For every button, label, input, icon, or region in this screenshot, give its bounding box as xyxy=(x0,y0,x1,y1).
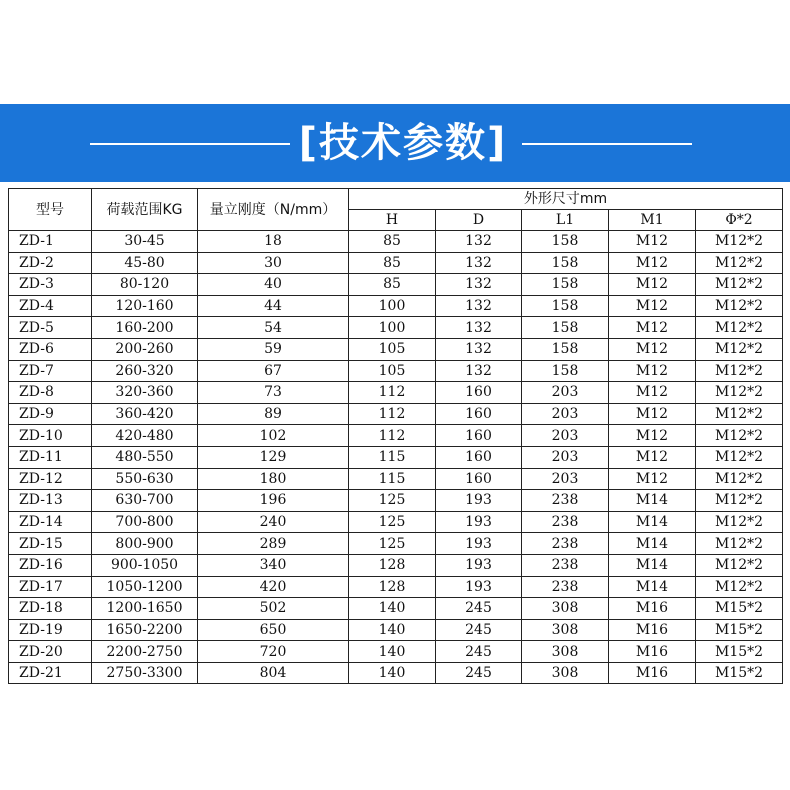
cell-stiffness: 44 xyxy=(198,295,349,317)
cell-dim-h: 140 xyxy=(349,662,436,684)
cell-dim-phi: M12*2 xyxy=(696,338,783,360)
cell-dim-d: 132 xyxy=(436,295,522,317)
cell-load-range: 1050-1200 xyxy=(92,576,198,598)
cell-dim-phi: M12*2 xyxy=(696,231,783,253)
cell-dim-m1: M12 xyxy=(609,231,696,253)
table-row xyxy=(9,641,783,663)
cell-load-range: 2750-3300 xyxy=(92,662,198,684)
cell-model: ZD-10 xyxy=(9,425,92,447)
cell-load-range: 320-360 xyxy=(92,382,198,404)
cell-dim-h: 112 xyxy=(349,425,436,447)
cell-dim-phi: M12*2 xyxy=(696,403,783,425)
banner-divider-right xyxy=(522,143,692,145)
cell-load-range: 1650-2200 xyxy=(92,619,198,641)
cell-dim-m1: M12 xyxy=(609,403,696,425)
table-row xyxy=(9,533,783,555)
cell-stiffness: 196 xyxy=(198,490,349,512)
cell-model: ZD-18 xyxy=(9,598,92,620)
cell-dim-h: 125 xyxy=(349,533,436,555)
cell-dim-l1: 238 xyxy=(522,490,609,512)
cell-model: ZD-15 xyxy=(9,533,92,555)
cell-dim-phi: M15*2 xyxy=(696,641,783,663)
header-dim-h: H xyxy=(349,210,436,231)
cell-dim-phi: M12*2 xyxy=(696,446,783,468)
cell-dim-d: 193 xyxy=(436,554,522,576)
header-stiffness: 量立刚度（N/mm） xyxy=(198,189,349,231)
cell-dim-d: 193 xyxy=(436,511,522,533)
cell-dim-l1: 238 xyxy=(522,533,609,555)
cell-dim-d: 245 xyxy=(436,619,522,641)
table-row xyxy=(9,274,783,296)
cell-model: ZD-2 xyxy=(9,252,92,274)
cell-dim-phi: M12*2 xyxy=(696,425,783,447)
cell-dim-phi: M12*2 xyxy=(696,576,783,598)
header-load-range: 荷载范围KG xyxy=(92,189,198,231)
cell-load-range: 900-1050 xyxy=(92,554,198,576)
header-dim-m1: M1 xyxy=(609,210,696,231)
cell-dim-m1: M14 xyxy=(609,490,696,512)
cell-stiffness: 59 xyxy=(198,338,349,360)
cell-dim-h: 140 xyxy=(349,598,436,620)
cell-load-range: 200-260 xyxy=(92,338,198,360)
cell-dim-m1: M14 xyxy=(609,554,696,576)
cell-dim-d: 245 xyxy=(436,598,522,620)
cell-dim-h: 85 xyxy=(349,231,436,253)
cell-dim-l1: 238 xyxy=(522,511,609,533)
cell-dim-h: 140 xyxy=(349,619,436,641)
table-row xyxy=(9,252,783,274)
cell-dim-l1: 158 xyxy=(522,295,609,317)
table-row xyxy=(9,490,783,512)
cell-load-range: 80-120 xyxy=(92,274,198,296)
cell-dim-m1: M12 xyxy=(609,274,696,296)
cell-dim-h: 115 xyxy=(349,468,436,490)
cell-dim-phi: M12*2 xyxy=(696,382,783,404)
cell-stiffness: 40 xyxy=(198,274,349,296)
table-row xyxy=(9,576,783,598)
table-row xyxy=(9,338,783,360)
cell-dim-h: 85 xyxy=(349,252,436,274)
cell-dim-d: 160 xyxy=(436,403,522,425)
cell-dim-h: 125 xyxy=(349,490,436,512)
cell-dim-l1: 308 xyxy=(522,619,609,641)
cell-model: ZD-6 xyxy=(9,338,92,360)
cell-load-range: 260-320 xyxy=(92,360,198,382)
cell-dim-phi: M12*2 xyxy=(696,252,783,274)
cell-dim-d: 160 xyxy=(436,468,522,490)
cell-dim-h: 125 xyxy=(349,511,436,533)
cell-dim-h: 105 xyxy=(349,360,436,382)
cell-dim-m1: M14 xyxy=(609,533,696,555)
cell-dim-l1: 308 xyxy=(522,662,609,684)
cell-dim-h: 128 xyxy=(349,576,436,598)
cell-dim-h: 112 xyxy=(349,403,436,425)
cell-stiffness: 129 xyxy=(198,446,349,468)
cell-stiffness: 502 xyxy=(198,598,349,620)
cell-model: ZD-17 xyxy=(9,576,92,598)
cell-dim-phi: M12*2 xyxy=(696,295,783,317)
cell-stiffness: 420 xyxy=(198,576,349,598)
spec-table-body xyxy=(9,231,783,684)
table-row xyxy=(9,554,783,576)
cell-dim-m1: M14 xyxy=(609,576,696,598)
cell-dim-l1: 203 xyxy=(522,403,609,425)
cell-stiffness: 804 xyxy=(198,662,349,684)
cell-model: ZD-20 xyxy=(9,641,92,663)
cell-dim-l1: 203 xyxy=(522,382,609,404)
cell-dim-phi: M15*2 xyxy=(696,619,783,641)
table-row xyxy=(9,317,783,339)
cell-dim-l1: 158 xyxy=(522,360,609,382)
table-row xyxy=(9,619,783,641)
cell-stiffness: 18 xyxy=(198,231,349,253)
cell-model: ZD-9 xyxy=(9,403,92,425)
table-row xyxy=(9,511,783,533)
cell-stiffness: 102 xyxy=(198,425,349,447)
cell-load-range: 160-200 xyxy=(92,317,198,339)
cell-dim-phi: M12*2 xyxy=(696,317,783,339)
cell-dim-m1: M12 xyxy=(609,295,696,317)
cell-load-range: 800-900 xyxy=(92,533,198,555)
table-row xyxy=(9,425,783,447)
cell-dim-h: 112 xyxy=(349,382,436,404)
cell-model: ZD-5 xyxy=(9,317,92,339)
cell-model: ZD-7 xyxy=(9,360,92,382)
cell-dim-h: 100 xyxy=(349,295,436,317)
header-dim-d: D xyxy=(436,210,522,231)
cell-model: ZD-11 xyxy=(9,446,92,468)
cell-stiffness: 180 xyxy=(198,468,349,490)
cell-load-range: 2200-2750 xyxy=(92,641,198,663)
cell-dim-l1: 308 xyxy=(522,598,609,620)
cell-dim-d: 193 xyxy=(436,533,522,555)
cell-dim-m1: M12 xyxy=(609,382,696,404)
cell-model: ZD-4 xyxy=(9,295,92,317)
cell-dim-m1: M12 xyxy=(609,338,696,360)
cell-load-range: 45-80 xyxy=(92,252,198,274)
cell-dim-phi: M15*2 xyxy=(696,662,783,684)
cell-load-range: 1200-1650 xyxy=(92,598,198,620)
cell-dim-l1: 238 xyxy=(522,554,609,576)
cell-dim-phi: M12*2 xyxy=(696,274,783,296)
cell-dim-h: 105 xyxy=(349,338,436,360)
cell-dim-m1: M16 xyxy=(609,641,696,663)
cell-dim-h: 115 xyxy=(349,446,436,468)
cell-stiffness: 89 xyxy=(198,403,349,425)
cell-dim-d: 132 xyxy=(436,338,522,360)
cell-dim-d: 245 xyxy=(436,662,522,684)
cell-dim-h: 85 xyxy=(349,274,436,296)
cell-dim-d: 132 xyxy=(436,231,522,253)
cell-stiffness: 73 xyxy=(198,382,349,404)
cell-stiffness: 720 xyxy=(198,641,349,663)
cell-dim-m1: M12 xyxy=(609,468,696,490)
header-dim-phi: Φ*2 xyxy=(696,210,783,231)
cell-dim-m1: M16 xyxy=(609,619,696,641)
cell-dim-l1: 158 xyxy=(522,338,609,360)
cell-model: ZD-1 xyxy=(9,231,92,253)
cell-dim-phi: M12*2 xyxy=(696,360,783,382)
cell-load-range: 420-480 xyxy=(92,425,198,447)
spec-table-header xyxy=(9,189,783,231)
cell-load-range: 30-45 xyxy=(92,231,198,253)
cell-dim-phi: M12*2 xyxy=(696,511,783,533)
cell-dim-d: 160 xyxy=(436,446,522,468)
cell-load-range: 480-550 xyxy=(92,446,198,468)
cell-model: ZD-8 xyxy=(9,382,92,404)
cell-dim-m1: M12 xyxy=(609,252,696,274)
cell-dim-phi: M12*2 xyxy=(696,533,783,555)
cell-model: ZD-13 xyxy=(9,490,92,512)
cell-load-range: 700-800 xyxy=(92,511,198,533)
cell-dim-d: 132 xyxy=(436,274,522,296)
table-row xyxy=(9,446,783,468)
cell-dim-phi: M12*2 xyxy=(696,490,783,512)
cell-dim-h: 100 xyxy=(349,317,436,339)
cell-load-range: 120-160 xyxy=(92,295,198,317)
spec-table xyxy=(8,188,783,684)
cell-stiffness: 30 xyxy=(198,252,349,274)
cell-dim-l1: 158 xyxy=(522,274,609,296)
cell-dim-phi: M12*2 xyxy=(696,468,783,490)
table-row xyxy=(9,403,783,425)
cell-dim-m1: M12 xyxy=(609,425,696,447)
cell-load-range: 630-700 xyxy=(92,490,198,512)
cell-stiffness: 54 xyxy=(198,317,349,339)
table-row xyxy=(9,468,783,490)
table-row xyxy=(9,598,783,620)
cell-model: ZD-16 xyxy=(9,554,92,576)
cell-model: ZD-12 xyxy=(9,468,92,490)
cell-dim-m1: M12 xyxy=(609,446,696,468)
cell-dim-l1: 158 xyxy=(522,252,609,274)
cell-model: ZD-19 xyxy=(9,619,92,641)
cell-dim-d: 132 xyxy=(436,252,522,274)
table-row xyxy=(9,662,783,684)
cell-model: ZD-3 xyxy=(9,274,92,296)
table-row xyxy=(9,295,783,317)
cell-dim-d: 160 xyxy=(436,382,522,404)
cell-stiffness: 289 xyxy=(198,533,349,555)
section-banner xyxy=(0,104,790,182)
cell-dim-m1: M16 xyxy=(609,662,696,684)
cell-dim-l1: 158 xyxy=(522,231,609,253)
cell-stiffness: 340 xyxy=(198,554,349,576)
table-row xyxy=(9,231,783,253)
cell-dim-d: 193 xyxy=(436,490,522,512)
cell-dim-d: 132 xyxy=(436,317,522,339)
cell-dim-d: 160 xyxy=(436,425,522,447)
cell-dim-d: 193 xyxy=(436,576,522,598)
cell-dim-d: 132 xyxy=(436,360,522,382)
cell-stiffness: 67 xyxy=(198,360,349,382)
cell-dim-phi: M15*2 xyxy=(696,598,783,620)
cell-load-range: 360-420 xyxy=(92,403,198,425)
banner-divider-left xyxy=(90,143,290,145)
cell-dim-l1: 308 xyxy=(522,641,609,663)
cell-model: ZD-21 xyxy=(9,662,92,684)
cell-load-range: 550-630 xyxy=(92,468,198,490)
cell-stiffness: 240 xyxy=(198,511,349,533)
cell-dim-h: 128 xyxy=(349,554,436,576)
banner-title: [技术参数] xyxy=(298,120,508,166)
header-dimensions: 外形尺寸mm xyxy=(349,189,783,210)
cell-dim-l1: 203 xyxy=(522,425,609,447)
cell-dim-m1: M12 xyxy=(609,360,696,382)
cell-dim-m1: M12 xyxy=(609,317,696,339)
cell-stiffness: 650 xyxy=(198,619,349,641)
cell-dim-phi: M12*2 xyxy=(696,554,783,576)
table-row xyxy=(9,360,783,382)
header-model: 型号 xyxy=(9,189,92,231)
cell-dim-l1: 203 xyxy=(522,468,609,490)
cell-dim-l1: 158 xyxy=(522,317,609,339)
cell-dim-m1: M16 xyxy=(609,598,696,620)
cell-dim-m1: M14 xyxy=(609,511,696,533)
cell-model: ZD-14 xyxy=(9,511,92,533)
table-row xyxy=(9,382,783,404)
cell-dim-l1: 238 xyxy=(522,576,609,598)
cell-dim-h: 140 xyxy=(349,641,436,663)
header-dim-l1: L1 xyxy=(522,210,609,231)
cell-dim-d: 245 xyxy=(436,641,522,663)
cell-dim-l1: 203 xyxy=(522,446,609,468)
